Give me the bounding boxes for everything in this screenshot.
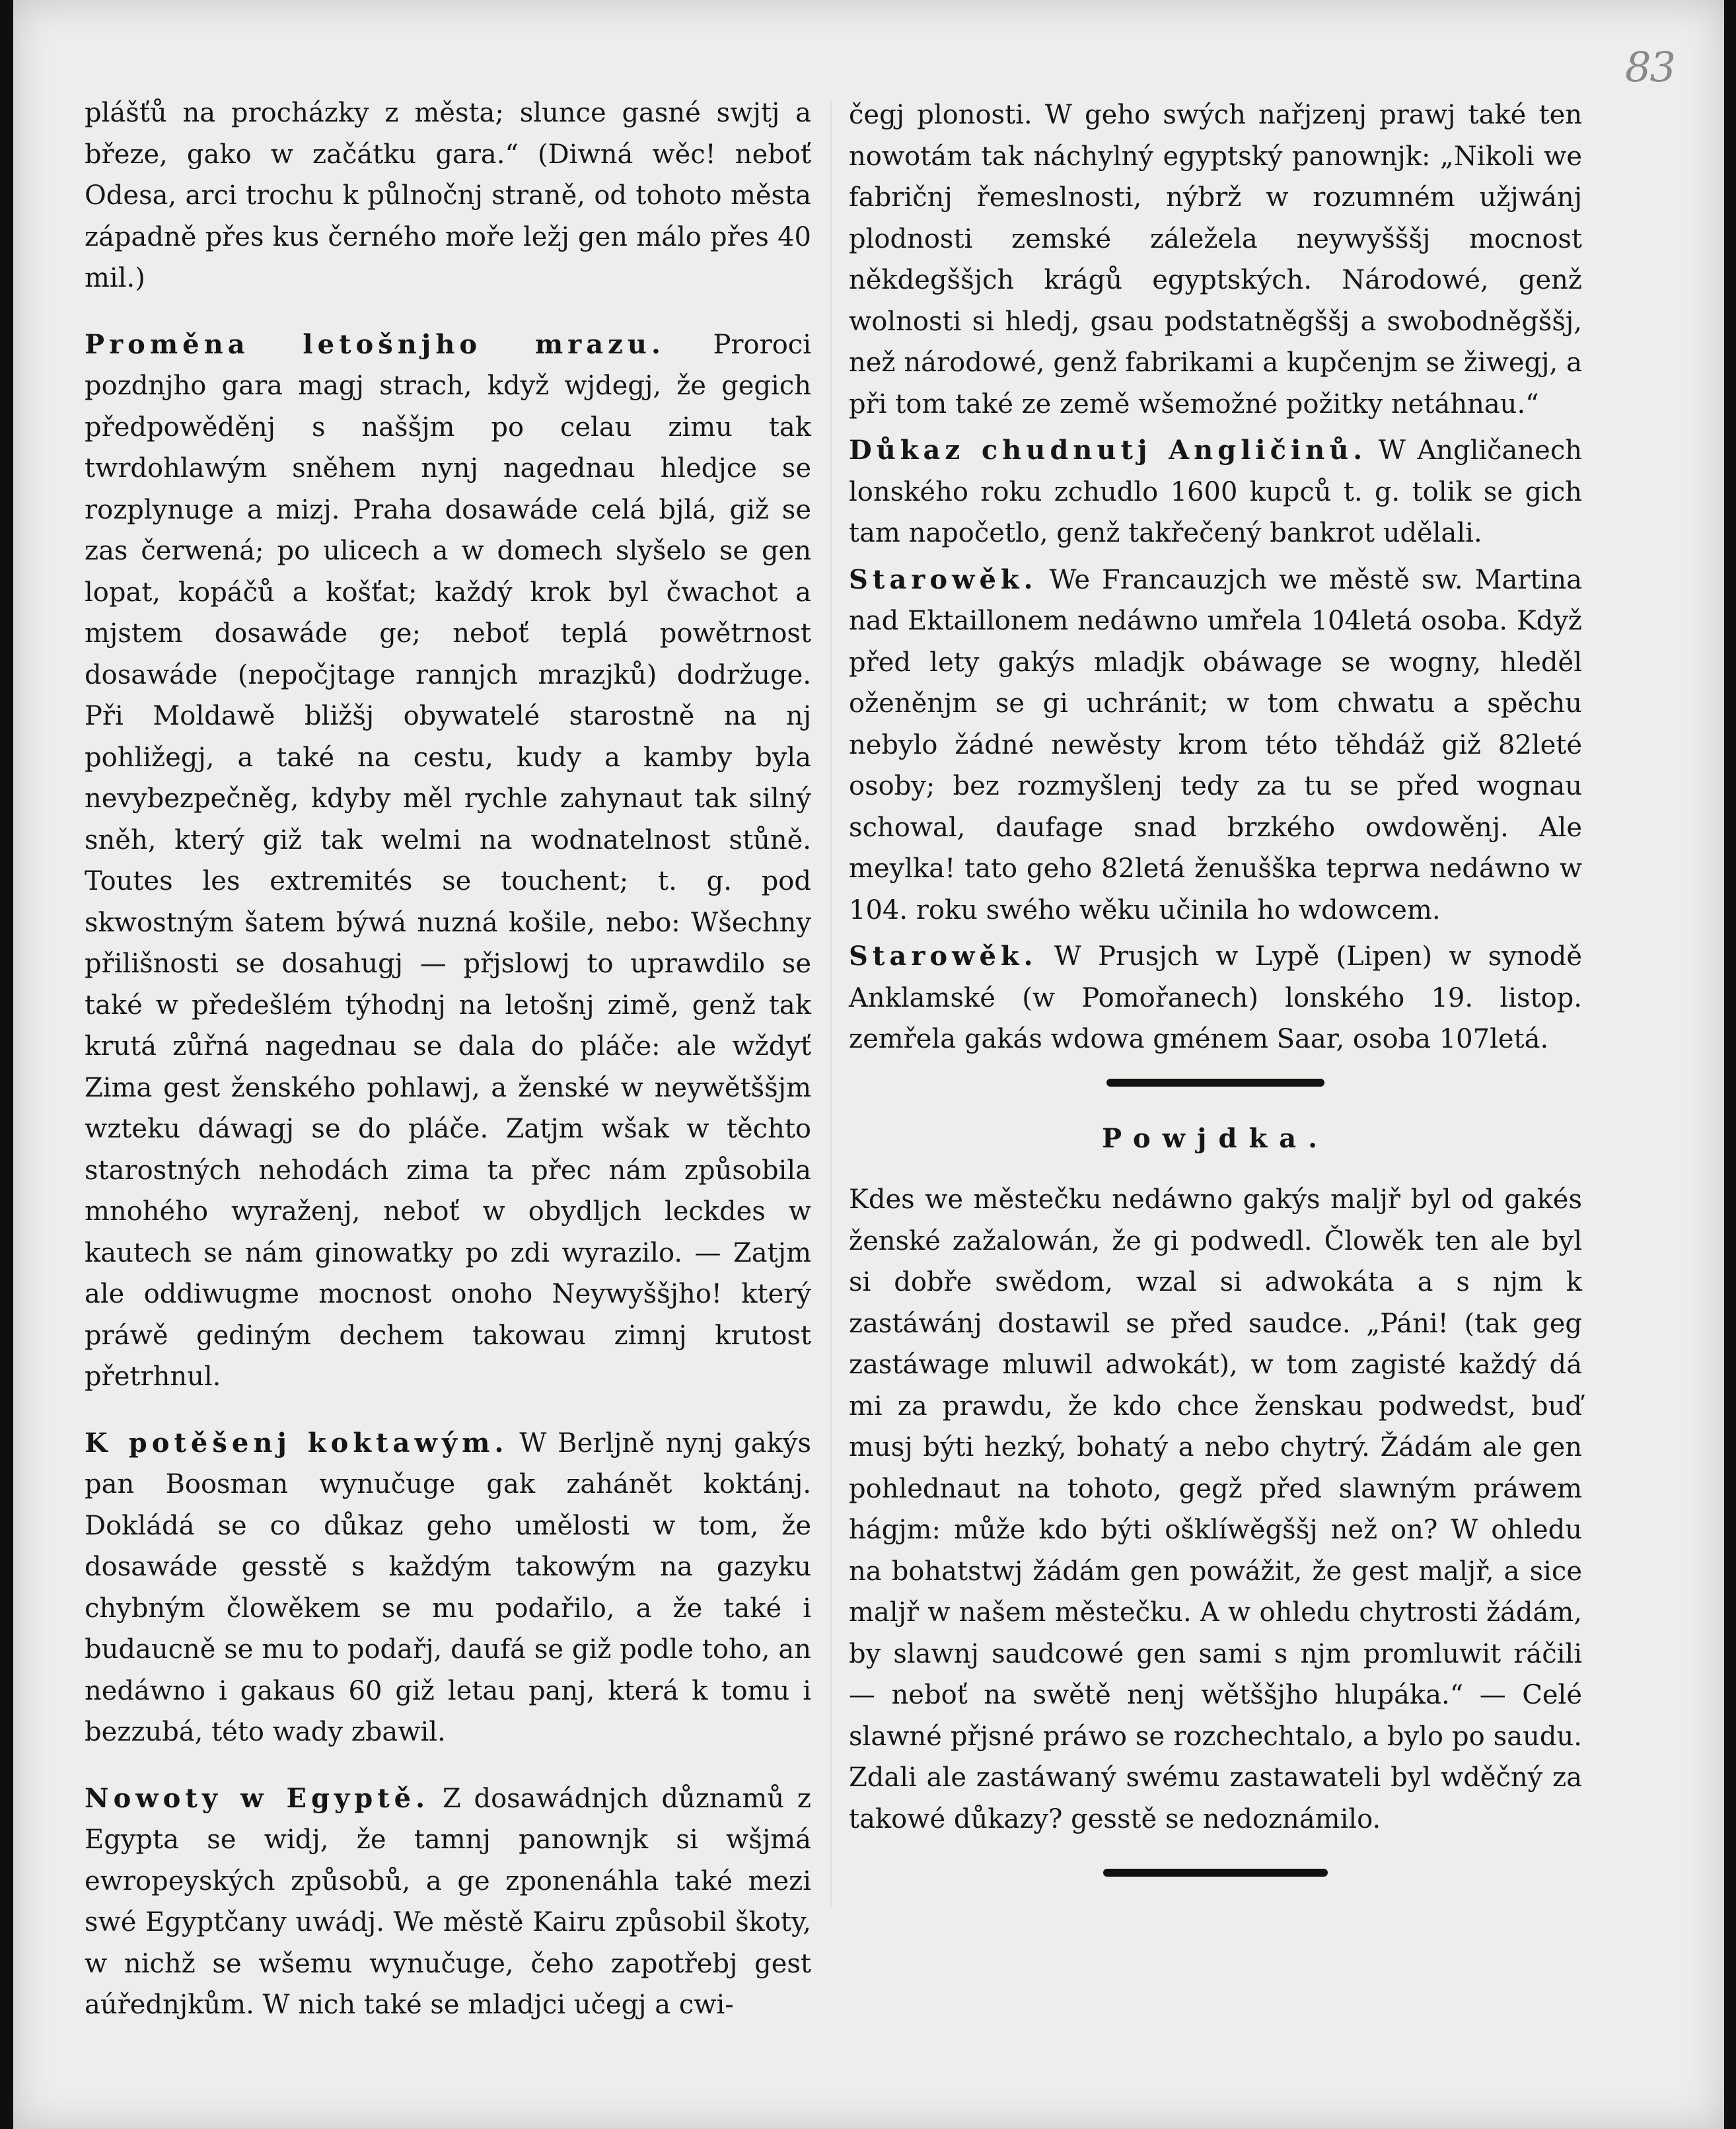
left-column: [85, 92, 811, 2026]
article-heading: Starowěk.: [849, 941, 1038, 972]
page-number: 83: [1625, 43, 1675, 91]
end-divider: [1103, 1869, 1328, 1877]
article-promena: Proměna letošnjho mrazu. Proroci pozdnjho gara magj strach, když wjdegj, že gegich předpowěděnj s naššjm po celau zimu tak twrdohlawým sněhem nynj nagednau hledjce se rozplynuge a mizj. Praha dosawáde celá bjlá, giž se zas čerwená; po ulicech a w domech slyšelo se gen lopat, kopáčů a košťat; každý krok byl čwachot a mjstem dosawáde ge; neboť teplá powětrnost dosawáde (nepočjtage rannjch mrazjků) dodržuge. Při Moldawě bližšj obywatelé starostně na nj pohližegj, a také na cestu, kudy a kamby byla nevybezpečněg, kdyby měl rychle zahynaut tak silný sněh, který giž tak welmi na wodnatelnost stůně. Toutes les extremités se touchent; t. g. pod skwostným šatem býwá nuzná košile, nebo: Wšechny přilišnosti se dosahugj — přjslowj to uprawdilo se také w předešlém týhodnj na letošnj zimě, genž tak krutá zůřná nagednau se dala do pláče: ale wždyť Zima gest ženského pohlawj, a ženské w neywětššjm wzteku dáwagj se do pláče. Zatjm wšak w těchto starostných nehodách zima ta přec nám způsobila mnohého wyraženj, neboť w obydljch leckdes w kautech se nám ginowatky po zdi wyrazilo. — Zatjm ale oddiwugme mocnost onoho Neywyššjho! který práwě gediným dechem takowau zimnj krutost přetrhnul.: [85, 328, 811, 1392]
article-egypt: Nowoty w Egyptě. Z dosawádnjch důznamů z Egypta se widj, že tamnj panownjk si wšjmá ewropeyských způsobů, a ge zponenáhla také mezi swé Egyptčany uwádj. We městě Kairu způsobil škoty, w nichž se wšemu wynučuge, čeho zapotřebj gest aúřednjkům. W nich také se mladjci učegj a cwi-: [85, 1782, 811, 2020]
article-heading: Nowoty w Egyptě.: [85, 1782, 430, 1814]
story-text: Kdes we městečku nedáwno gakýs maljř byl od gakés ženské zažalowán, že gi podwedl. Člowěk ten ale byl si dobře swědom, wzal si adwokáta a s njm k zastáwánj dostawil se před saudce. „Páni! (tak geg zastáwage mluwil adwokát), w tom zagisté každý dá mi za prawdu, že kdo chce ženskau podwedst, buď musj býti hezký, bohatý a nebo chytrý. Žádám ale gen pohlednaut na tohoto, gegž před slawným práwem hágjm: může kdo býti ošklíwěgššj než on? W ohledu na bohatstwj žádám gen powážit, že gest maljř, a sice maljř w našem městečku. A w ohledu chytrosti žádám, by slawnj saudcowé gen sami s njm promluwit ráčili — neboť na swětě nenj wětššjho hlupáka.“ — Celé slawné přjsné práwo se rozchechtalo, a bylo po saudu. Zdali ale zastáwaný swému zastawateli byl wděčný za takowé důkazy? gesstě se nedoznámilo.: [849, 1184, 1582, 1834]
article-anglicinu: Důkaz chudnutj Angličinů. W Angličanech lonského roku zchudlo 1600 kupců t. g. tolik se gich tam napočetlo, genž takřečený bankrot udělali.: [849, 435, 1583, 548]
article-heading: Starowěk.: [849, 563, 1038, 595]
article-heading: K potěšenj koktawým.: [85, 1427, 509, 1459]
article-continuation: plášťů na procházky z města; slunce gasné swjtj a březe, gako w začátku gara.“ (Diwná wěc! neboť Odesa, arci trochu k půlnočnj straně, od tohoto města západně přes kus černého moře ležj gen málo přes 40 mil.): [85, 98, 811, 293]
article-egypt-continued: čegj plonosti. W geho swých nařjzenj prawj také ten nowotám tak náchylný egyptský panownjk: „Nikoli we fabričnj řemeslnosti, nýbrž w rozumném užjwánj plodnosti zemské záležela neywyšššj mocnost někdegššjch krágů egyptských. Národowé, genž wolnosti si hledj, gsau podstatněgššj a swobodněgššj, než národowé, genž fabrikami a kupčenjm se žiwegj, a při tom také ze země wšemožné požitky netáhnau.“: [849, 100, 1582, 419]
article-koktawym: K potěšenj koktawým. W Berljně nynj gakýs pan Boosman wynučuge gak zahánět koktánj. Dokládá se co důkaz geho umělosti w tom, že dosawáde gesstě s každým takowým na gazyku chybným člowěkem se mu podařilo, a že také i budaucně se mu to podařj, daufá se giž podle toho, an nedáwno i gakaus 60 giž letau panj, která k tomu i bezzubá, této wady zbawil.: [85, 1427, 811, 1747]
section-divider: [1106, 1079, 1324, 1087]
column-gutter: [830, 99, 832, 1909]
article-heading: Důkaz chudnutj Angličinů.: [849, 435, 1367, 466]
newspaper-page: [13, 0, 1724, 2129]
article-starowek-2: Starowěk. W Prusjch w Lypě (Lipen) w synodě Anklamské (w Pomořanech) lonského 19. listop. zemřela gakás wdowa gménem Saar, osoba 107letá.: [849, 941, 1582, 1054]
article-starowek-1: Starowěk. We Francauzjch we městě sw. Martina nad Ektaillonem nedáwno umřela 104letá osoba. Když před lety gakýs mladjk obáwage se wogny, hleděl oženěnjm se gi uchránit; w tom chwatu a spěchu nebylo žádné newěsty krom této těhdáž giž 82leté osoby; bez rozmyšlenj tedy za tu se před wognau schowal, daufage snad brzkého owdowěnj. Ale meylka! tato geho 82letá ženušška teprwa nedáwno w 104. roku swého wěku učinila ho wdowcem.: [849, 563, 1582, 925]
right-column: [849, 94, 1582, 1893]
article-heading: Proměna letošnjho mrazu.: [85, 328, 665, 360]
story-title: Powjdka.: [1101, 1122, 1330, 1154]
